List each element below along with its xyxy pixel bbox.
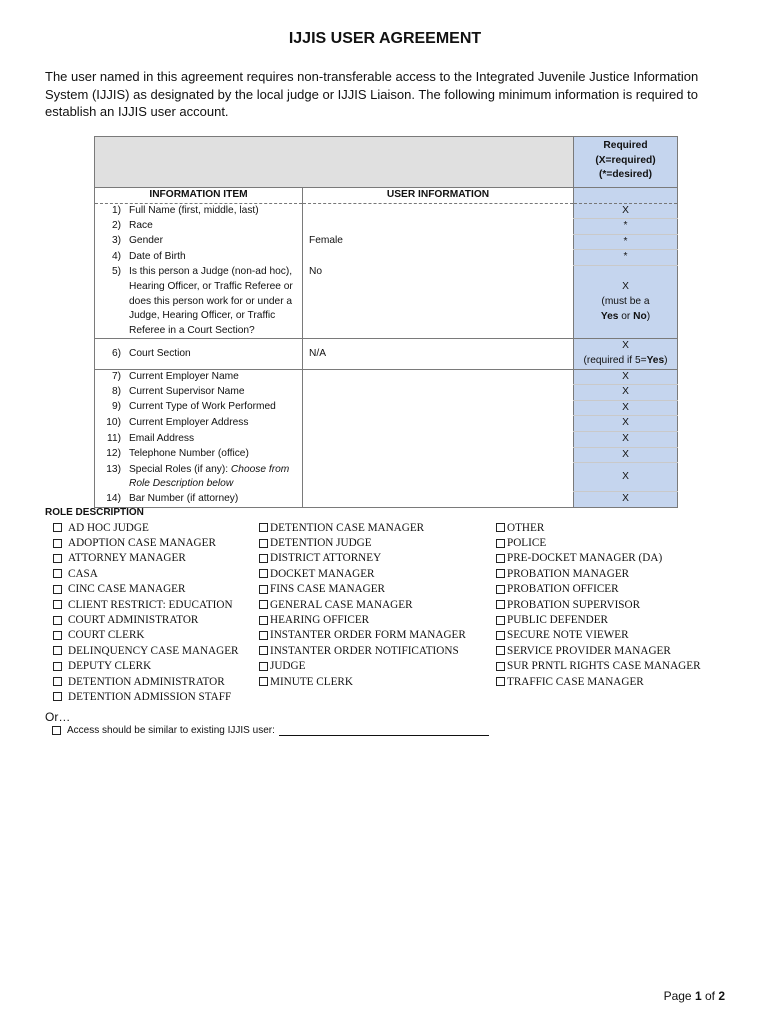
role-option [496, 551, 701, 566]
role-option [53, 612, 239, 627]
table-row [95, 250, 678, 266]
access-similar-label: Access should be similar to existing IJJIS user: [67, 725, 275, 736]
item-label: Court Section [129, 347, 191, 359]
item-number: 7) [111, 370, 121, 382]
user-info-value[interactable] [303, 463, 574, 492]
item-label: Special Roles (if any): Choose from Role Description below [129, 463, 290, 490]
required-header: Required (X=required) (*=desired) [574, 137, 678, 188]
role-checkbox[interactable] [259, 569, 268, 578]
role-checkbox[interactable] [53, 646, 62, 655]
role-checkbox[interactable] [53, 677, 62, 686]
user-info-value[interactable] [303, 203, 574, 219]
role-label: POLICE [507, 537, 547, 550]
role-checkbox[interactable] [496, 631, 505, 640]
item-label: Gender [129, 235, 163, 247]
role-checkbox[interactable] [53, 692, 62, 701]
table-row [95, 219, 678, 235]
role-label: PROBATION SUPERVISOR [507, 598, 641, 611]
role-option [496, 566, 701, 581]
role-checkbox[interactable] [259, 554, 268, 563]
role-checkbox[interactable] [496, 554, 505, 563]
role-option [53, 582, 239, 597]
item-number: 8) [111, 385, 121, 397]
role-label: DETENTION ADMISSION STAFF [68, 690, 232, 703]
required-marker: X [574, 400, 678, 416]
role-option [259, 628, 466, 643]
role-label: COURT ADMINISTRATOR [68, 614, 199, 627]
role-checkbox[interactable] [259, 600, 268, 609]
table-row [95, 400, 678, 416]
role-checkbox[interactable] [259, 585, 268, 594]
role-option [496, 628, 701, 643]
role-column-2 [259, 520, 466, 689]
role-checkbox[interactable] [259, 523, 268, 532]
role-label: MINUTE CLERK [270, 675, 353, 688]
role-label: FINS CASE MANAGER [270, 583, 385, 596]
role-label: PROBATION OFFICER [507, 583, 619, 596]
role-label: GENERAL CASE MANAGER [270, 598, 413, 611]
role-option [496, 535, 701, 550]
role-option [259, 643, 466, 658]
role-option [496, 582, 701, 597]
required-marker: X [574, 447, 678, 463]
required-marker: X (must be a Yes or No) [574, 265, 678, 338]
item-label: Current Employer Name [129, 370, 239, 382]
role-label: DELINQUENCY CASE MANAGER [68, 644, 239, 657]
item-label: Current Supervisor Name [129, 385, 245, 397]
role-option [53, 551, 239, 566]
required-marker: * [574, 234, 678, 250]
user-info-value[interactable] [303, 250, 574, 266]
table-row [95, 492, 678, 508]
required-marker: * [574, 219, 678, 235]
role-label: CINC CASE MANAGER [68, 583, 186, 596]
information-table [94, 136, 678, 508]
role-option [259, 597, 466, 612]
role-checkbox[interactable] [53, 631, 62, 640]
role-label: PRE-DOCKET MANAGER (DA) [507, 552, 663, 565]
item-label: Bar Number (if attorney) [129, 492, 239, 504]
table-row [95, 369, 678, 385]
item-label: Current Employer Address [129, 416, 249, 428]
role-checkbox[interactable] [259, 662, 268, 671]
header-shaded-cell [95, 137, 574, 188]
role-label: COURT CLERK [68, 629, 145, 642]
role-label: INSTANTER ORDER FORM MANAGER [270, 629, 466, 642]
required-marker: X [574, 492, 678, 508]
role-checkbox[interactable] [496, 569, 505, 578]
role-label: DETENTION ADMINISTRATOR [68, 675, 225, 688]
required-marker: X [574, 463, 678, 492]
role-label: DEPUTY CLERK [68, 660, 152, 673]
role-label: PUBLIC DEFENDER [507, 614, 609, 627]
role-description-heading: ROLE DESCRIPTION [45, 507, 144, 518]
role-checkbox[interactable] [496, 616, 505, 625]
required-marker: X [574, 416, 678, 432]
table-row [95, 463, 678, 492]
role-option [259, 582, 466, 597]
role-checkbox[interactable] [53, 585, 62, 594]
role-checkbox[interactable] [259, 677, 268, 686]
item-label: Race [129, 219, 153, 231]
role-label: SUR PRNTL RIGHTS CASE MANAGER [507, 660, 701, 673]
table-row [95, 447, 678, 463]
role-checkbox[interactable] [53, 569, 62, 578]
role-checkbox[interactable] [496, 662, 505, 671]
item-number: 4) [111, 250, 121, 262]
role-label: SERVICE PROVIDER MANAGER [507, 644, 671, 657]
role-label: DETENTION JUDGE [270, 537, 372, 550]
role-checkbox[interactable] [496, 585, 505, 594]
role-option [496, 612, 701, 627]
role-checkbox[interactable] [53, 662, 62, 671]
item-label: Current Type of Work Performed [129, 401, 276, 413]
table-row [95, 416, 678, 432]
item-label: Is this person a Judge (non-ad hoc), Hearing Officer, or Traffic Referee or does this person work for or under a Judge, Hearing Officer, or Traffic Referee in a Court Section? [129, 266, 293, 336]
role-label: AD HOC JUDGE [68, 521, 149, 534]
user-info-value[interactable] [303, 416, 574, 432]
role-option [53, 535, 239, 550]
role-checkbox[interactable] [496, 539, 505, 548]
role-label: DETENTION CASE MANAGER [270, 521, 425, 534]
role-label: JUDGE [270, 660, 306, 673]
role-column-1 [53, 520, 239, 705]
role-label: ADOPTION CASE MANAGER [68, 537, 216, 550]
item-label: Telephone Number (office) [129, 448, 249, 460]
role-label: CASA [68, 567, 98, 580]
table-row [95, 234, 678, 250]
item-number: 10) [106, 416, 121, 428]
role-label: INSTANTER ORDER NOTIFICATIONS [270, 644, 459, 657]
access-similar-checkbox[interactable] [52, 726, 61, 735]
role-label: DISTRICT ATTORNEY [270, 552, 382, 565]
role-checkbox[interactable] [53, 616, 62, 625]
user-info-value[interactable] [303, 492, 574, 508]
page-number: Page 1 of 2 [663, 989, 725, 1003]
role-column-3 [496, 520, 701, 689]
role-option [496, 597, 701, 612]
role-option [259, 551, 466, 566]
user-info-value[interactable] [303, 432, 574, 448]
role-option [259, 659, 466, 674]
item-number: 12) [106, 448, 121, 460]
user-info-value[interactable]: N/A [303, 339, 574, 369]
role-option [53, 643, 239, 658]
user-info-value[interactable] [303, 219, 574, 235]
intro-paragraph: The user named in this agreement requires non-transferable access to the Integrated Juvenile Justice Information System (IJJIS) as designated by the local judge or IJJIS Liaison. The following minimum information is required to establish an IJJIS user account. [45, 69, 699, 119]
role-option [53, 659, 239, 674]
role-label: HEARING OFFICER [270, 614, 370, 627]
information-item-heading: INFORMATION ITEM [95, 188, 303, 204]
required-marker: * [574, 250, 678, 266]
role-option [53, 566, 239, 581]
role-option [259, 566, 466, 581]
table-header-row [95, 137, 678, 188]
role-label: CLIENT RESTRICT: EDUCATION [68, 598, 233, 611]
role-option [259, 674, 466, 689]
role-option [259, 520, 466, 535]
access-similar-row [52, 725, 489, 736]
item-number: 5) [111, 266, 121, 278]
existing-user-field[interactable] [279, 725, 489, 736]
user-info-value[interactable] [303, 447, 574, 463]
item-number: 14) [106, 492, 121, 504]
user-info-value[interactable] [303, 369, 574, 385]
role-option [53, 597, 239, 612]
table-row [95, 432, 678, 448]
item-label: Email Address [129, 432, 195, 444]
required-marker: X [574, 385, 678, 401]
role-checkbox[interactable] [53, 554, 62, 563]
role-option [496, 659, 701, 674]
document-title: IJJIS USER AGREEMENT [288, 30, 482, 47]
table-row [95, 203, 678, 219]
item-number: 9) [111, 401, 121, 413]
role-checkbox[interactable] [259, 539, 268, 548]
user-info-value[interactable]: No [303, 265, 574, 338]
role-checkbox[interactable] [259, 631, 268, 640]
role-option [53, 674, 239, 689]
role-option [496, 674, 701, 689]
required-marker: X [574, 203, 678, 219]
user-information-heading: USER INFORMATION [303, 188, 574, 204]
role-option [259, 535, 466, 550]
table-row [95, 385, 678, 401]
user-info-value[interactable] [303, 400, 574, 416]
role-label: OTHER [507, 521, 545, 534]
role-option [496, 520, 701, 535]
role-checkbox[interactable] [53, 523, 62, 532]
item-label: Date of Birth [129, 250, 186, 262]
role-label: PROBATION MANAGER [507, 567, 630, 580]
role-label: SECURE NOTE VIEWER [507, 629, 629, 642]
role-checkbox[interactable] [496, 677, 505, 686]
role-checkbox[interactable] [259, 646, 268, 655]
role-option [259, 612, 466, 627]
role-option [53, 628, 239, 643]
role-label: DOCKET MANAGER [270, 567, 375, 580]
item-number: 6) [111, 347, 121, 359]
role-checkbox[interactable] [259, 616, 268, 625]
table-row [95, 265, 678, 338]
role-option [53, 689, 239, 704]
column-headings [95, 188, 678, 204]
role-checkbox[interactable] [53, 539, 62, 548]
required-marker: X [574, 369, 678, 385]
item-number: 11) [107, 432, 121, 444]
item-number: 3) [111, 235, 121, 247]
item-number: 13) [106, 463, 121, 475]
table-row [95, 339, 678, 369]
user-info-value[interactable]: Female [303, 234, 574, 250]
item-label: Full Name (first, middle, last) [129, 204, 259, 216]
role-option [53, 520, 239, 535]
item-number: 2) [111, 219, 121, 231]
role-checkbox[interactable] [496, 646, 505, 655]
role-label: ATTORNEY MANAGER [68, 552, 186, 565]
user-info-value[interactable] [303, 385, 574, 401]
required-marker: X (required if 5=Yes) [574, 339, 678, 369]
required-marker: X [574, 432, 678, 448]
table-body [95, 203, 678, 507]
or-label: Or… [45, 710, 71, 724]
item-number: 1) [111, 204, 121, 216]
role-option [496, 643, 701, 658]
role-checkbox[interactable] [496, 523, 505, 532]
role-label: TRAFFIC CASE MANAGER [507, 675, 644, 688]
role-checkbox[interactable] [53, 600, 62, 609]
role-checkbox[interactable] [496, 600, 505, 609]
